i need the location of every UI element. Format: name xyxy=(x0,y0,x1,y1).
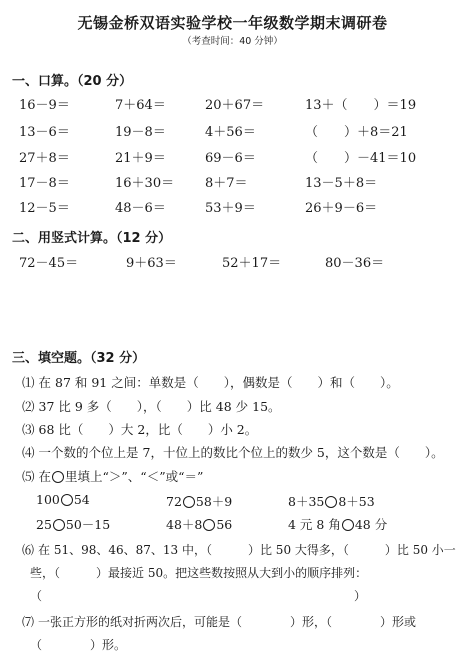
mental-math-row xyxy=(0,172,465,190)
question-text: 在 xyxy=(38,469,52,484)
question-text: 在 51、98、46、87、13 中，（ ）比 50 大得多，（ ）比 50 小一 xyxy=(38,543,456,557)
question-3 xyxy=(22,420,257,438)
compare-item xyxy=(288,492,375,510)
problem: 21＋9＝ xyxy=(115,151,166,166)
problem: 26＋9－6＝ xyxy=(305,201,378,216)
question-text: 里填上“＞”、“＜”或“＝” xyxy=(65,469,204,484)
compare-right: 54 xyxy=(73,492,90,507)
question-text: 一个数的个位上是 7，十位上的数比个位上的数少 5，这个数是（ ）。 xyxy=(38,445,444,460)
question-number: ⑹ xyxy=(22,543,35,557)
problem: 7＋64＝ xyxy=(115,98,166,113)
question-6-answer-line: （ ） xyxy=(30,589,367,603)
compare-item xyxy=(36,492,90,507)
question-text: 68 比（ ）大 2，比（ ）小 2。 xyxy=(38,422,258,437)
problem: 16＋30＝ xyxy=(115,176,175,191)
vertical-calc-row xyxy=(0,252,465,270)
compare-right: 48 分 xyxy=(354,517,388,532)
problem: 9＋63＝ xyxy=(126,256,177,271)
compare-left: 72 xyxy=(166,494,182,509)
compare-left: 8＋35 xyxy=(288,494,325,509)
problem: 17－8＝ xyxy=(19,176,70,191)
question-1 xyxy=(22,373,399,391)
mental-math-row xyxy=(0,121,465,139)
question-4 xyxy=(22,443,444,461)
problem: 8＋7＝ xyxy=(205,176,248,191)
problem: 48－6＝ xyxy=(115,201,166,216)
question-number: ⑺ xyxy=(22,615,35,629)
compare-left: 25 xyxy=(36,517,52,532)
section1-heading: 一、口算。（20 分） xyxy=(12,74,133,89)
compare-left: 4 元 8 角 xyxy=(288,517,341,532)
problem: 13－6＝ xyxy=(19,125,70,140)
problem: 4＋56＝ xyxy=(205,125,256,140)
compare-right: 58＋9 xyxy=(195,494,233,509)
question-5 xyxy=(22,467,203,485)
problem: 53＋9＝ xyxy=(205,201,256,216)
compare-circle[interactable] xyxy=(203,519,215,531)
compare-right: 56 xyxy=(216,517,233,532)
problem: （ ）＋8＝21 xyxy=(305,125,408,140)
section3-heading: 三、填空题。（32 分） xyxy=(12,351,146,366)
compare-item xyxy=(288,515,387,533)
compare-item xyxy=(36,515,110,533)
compare-right: 8＋53 xyxy=(338,494,375,509)
problem: 12－5＝ xyxy=(19,201,70,216)
problem: 19－8＝ xyxy=(115,125,166,140)
compare-circle[interactable] xyxy=(53,519,65,531)
compare-circle[interactable] xyxy=(342,519,354,531)
problem: 13＋（ ）＝19 xyxy=(305,98,417,113)
problem: 13－5＋8＝ xyxy=(305,176,378,191)
problem: 27＋8＝ xyxy=(19,151,70,166)
question-6-line2: 些，（ ）最接近 50。把这些数按照从大到小的顺序排列： xyxy=(30,566,368,580)
question-number: ⑸ xyxy=(22,469,35,484)
question-text: 一张正方形的纸对折两次后，可能是（ ）形，（ ）形或 xyxy=(38,615,417,629)
question-number: ⑵ xyxy=(22,399,35,414)
question-6 xyxy=(22,541,456,558)
problem: 72－45＝ xyxy=(19,256,79,271)
mental-math-row xyxy=(0,94,465,112)
problem: 69－6＝ xyxy=(205,151,256,166)
question-2 xyxy=(22,397,281,415)
compare-circle[interactable] xyxy=(183,496,195,508)
compare-item xyxy=(166,492,232,510)
compare-left: 48＋8 xyxy=(166,517,203,532)
mental-math-row xyxy=(0,147,465,165)
exam-time-note: （考查时间：40 分钟） xyxy=(182,36,283,47)
mental-math-row xyxy=(0,197,465,215)
question-7-line2: （ ）形。 xyxy=(30,638,127,652)
problem: 20＋67＝ xyxy=(205,98,265,113)
circle-icon xyxy=(52,471,64,483)
compare-right: 50－15 xyxy=(65,517,111,532)
question-text: 37 比 9 多（ ），（ ）比 48 少 15。 xyxy=(38,399,281,414)
problem: 80－36＝ xyxy=(325,256,385,271)
question-text: 在 87 和 91 之间：单数是（ ），偶数是（ ）和（ ）。 xyxy=(38,375,399,390)
question-number: ⑴ xyxy=(22,375,35,390)
problem: 52＋17＝ xyxy=(222,256,282,271)
compare-left: 100 xyxy=(36,492,60,507)
exam-title: 无锡金桥双语实验学校一年级数学期末调研卷 xyxy=(77,14,388,32)
question-number: ⑷ xyxy=(22,445,35,460)
compare-circle[interactable] xyxy=(61,494,73,506)
compare-circle[interactable] xyxy=(325,496,337,508)
section2-heading: 二、用竖式计算。（12 分） xyxy=(12,231,172,246)
problem: 16－9＝ xyxy=(19,98,70,113)
question-7 xyxy=(22,613,416,630)
compare-item xyxy=(166,515,232,533)
question-number: ⑶ xyxy=(22,422,35,437)
problem: （ ）－41＝10 xyxy=(305,151,417,166)
